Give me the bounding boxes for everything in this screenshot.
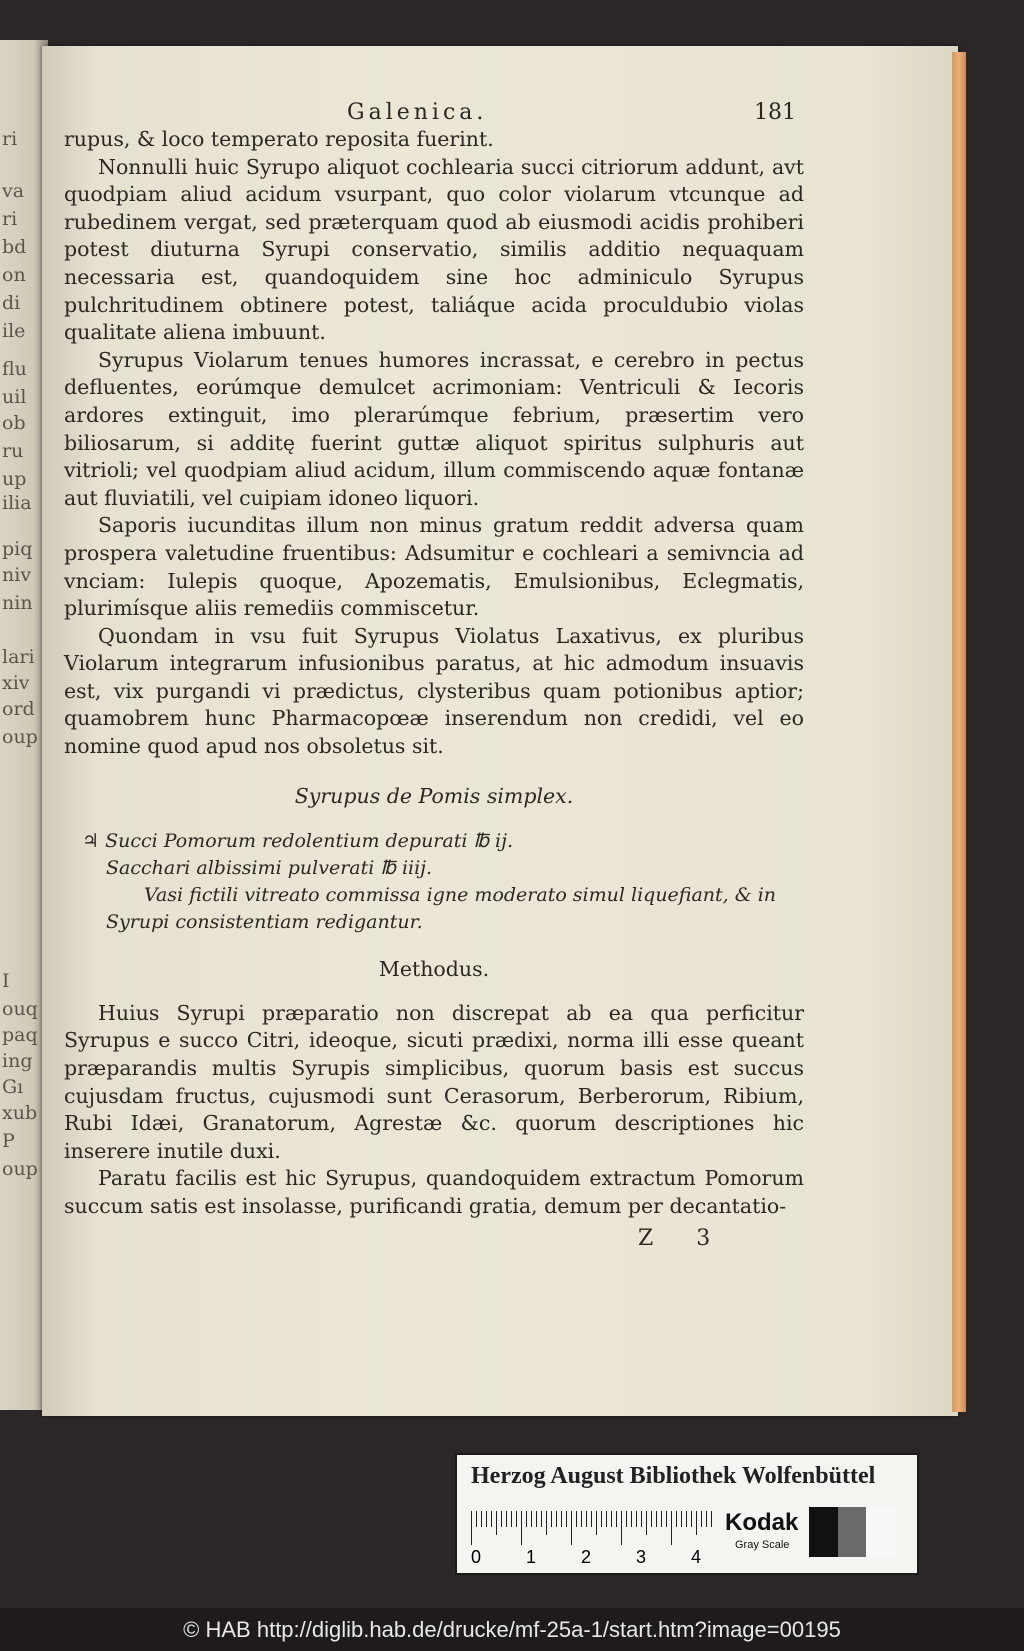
page-edge <box>952 52 966 1412</box>
ruler-tick <box>516 1511 517 1527</box>
signature-mark: Z 3 <box>638 1226 729 1251</box>
ruler-tick <box>501 1511 502 1527</box>
ruler-tick <box>511 1511 512 1527</box>
facing-page-fragment: oup <box>2 1158 38 1180</box>
ruler-tick <box>531 1511 532 1527</box>
facing-page-fragment: paq <box>2 1024 38 1046</box>
ruler-tick <box>551 1511 552 1527</box>
recipe-line: ♃ Succi Pomorum redolentium depurati ℔ ij. <box>82 830 514 853</box>
ruler-number: 1 <box>526 1547 537 1567</box>
ruler-tick <box>486 1511 487 1527</box>
facing-page-fragment: lari <box>2 646 35 668</box>
facing-page-fragment: ri <box>2 208 18 230</box>
facing-page-fragment: ilia <box>2 492 32 514</box>
ruler-tick <box>616 1511 617 1527</box>
ruler-tick <box>481 1511 482 1527</box>
ruler-tick <box>601 1511 602 1527</box>
paragraph: Huius Syrupi præparatio non discrepat ab ea qua perficitur Syrupus e succo Citri, ideoque, sicuti prædixi, norma illi esse queant præparandis multis Syrupis simplicibus, quorum basis est succus cujusdam fructus, cujusmodi sunt Cerasorum, Berberorum, Ribium, Rubi Idæi, Granatorum, Agrestæ &c. quorum descriptiones hic inserere inutile duxi. <box>64 1000 804 1163</box>
paragraph: Paratu facilis est hic Syrupus, quandoquidem extractum Pomorum succum satis est insolasse, purificandi gratia, demum per decantatio- <box>64 1166 804 1218</box>
ruler-number: 3 <box>636 1547 647 1567</box>
recipe <box>64 828 804 936</box>
facing-page-fragment: piq <box>2 538 33 560</box>
ruler-tick <box>606 1511 607 1527</box>
ruler-tick <box>681 1511 682 1527</box>
ruler-number: 0 <box>471 1547 482 1567</box>
ruler-tick <box>566 1511 567 1527</box>
ruler-tick <box>621 1511 622 1545</box>
swatch <box>809 1507 838 1557</box>
facing-page-fragment: di <box>2 292 21 314</box>
paragraph: rupus, & loco temperato reposita fuerint. <box>64 127 494 151</box>
ruler-tick <box>701 1511 702 1527</box>
ruler-tick <box>661 1511 662 1527</box>
recipe-line: Vasi fictili vitreato commissa igne moderato simul liquefiant, & in <box>144 884 777 907</box>
facing-page-fragment: ouq <box>2 998 38 1020</box>
ruler-tick <box>561 1511 562 1527</box>
facing-page-fragment: xiv <box>2 672 30 694</box>
recipe-line: Sacchari albissimi pulverati ℔ iiij. <box>106 857 433 880</box>
paragraph: Nonnulli huic Syrupo aliquot cochlearia succi citriorum addunt, avt quodpiam aliud acidum vsurpant, quo color violarum vtcunque ad rubedinem vergat, sed præterquam quod ab eiusmodi acidis prohiberi potest diuturna Syrupi conservatio, similis additio nequaquam necessaria est, quandoquidem sine hoc adminiculo Syrupus pulchritudinem obtinere potest, taliáque acida proculdubio violas qualitate aliena imbuunt. <box>64 154 804 345</box>
ruler-tick <box>571 1511 572 1545</box>
swatch <box>866 1507 895 1557</box>
library-name: Herzog August Bibliothek Wolfenbüttel <box>471 1463 876 1489</box>
ruler-tick <box>541 1511 542 1527</box>
facing-page-fragment: ing <box>2 1050 33 1072</box>
section-heading: Methodus. <box>378 957 490 982</box>
kodak-logo: Kodak <box>725 1509 799 1536</box>
ruler-tick <box>591 1511 592 1527</box>
paragraph: Saporis iucunditas illum non minus gratum reddit adversa quam prospera valetudine fruentibus: Adsumitur e cochleari a semivncia ad vnciam: Iulepis quoque, Apozematis, Emulsionibus, Eclegmatis, plurimísque aliis remediis commiscetur. <box>64 513 804 621</box>
ruler <box>471 1511 711 1545</box>
ruler-tick <box>471 1511 472 1545</box>
ruler-tick <box>556 1511 557 1527</box>
ruler-tick <box>671 1511 672 1545</box>
facing-page-fragment: niv <box>2 564 32 586</box>
ruler-tick <box>646 1511 647 1535</box>
ruler-tick <box>686 1511 687 1527</box>
ruler-tick <box>506 1511 507 1527</box>
facing-page-fragment: ob <box>2 412 26 434</box>
ruler-tick <box>651 1511 652 1527</box>
ruler-tick <box>576 1511 577 1527</box>
gray-swatches <box>809 1507 895 1557</box>
ruler-tick <box>631 1511 632 1527</box>
ruler-tick <box>696 1511 697 1535</box>
facing-page-fragment: I <box>2 970 10 992</box>
ruler-tick <box>626 1511 627 1527</box>
copyright-footer: © HAB http://diglib.hab.de/drucke/mf-25a-1/start.htm?image=00195 <box>0 1608 1024 1651</box>
facing-page-fragment: P <box>2 1130 15 1152</box>
ruler-number: 4 <box>691 1547 702 1567</box>
ruler-tick <box>586 1511 587 1527</box>
paragraph: Quondam in vsu fuit Syrupus Violatus Laxativus, ex pluribus Violarum integrarum infusionibus paratus, at hic admodum insuavis est, vix purgandi vi prædictus, clysteribus quam potionibus aptior; quamobrem hunc Pharmacopœæ inserendum non credidi, vel eo nomine quod apud nos obsoletus sit. <box>64 623 804 759</box>
ruler-tick <box>641 1511 642 1527</box>
ruler-tick <box>676 1511 677 1527</box>
ruler-tick <box>581 1511 582 1527</box>
ruler-tick <box>666 1511 667 1527</box>
ruler-tick <box>476 1511 477 1527</box>
ruler-tick <box>491 1511 492 1527</box>
ruler-tick <box>691 1511 692 1527</box>
ruler-number: 2 <box>581 1547 592 1567</box>
paragraph: Syrupus Violarum tenues humores incrassat, e cerebro in pectus defluentes, eorúmque demulcet acrimoniam: Ventriculi & Iecoris ardores extinguit, imo plerarúmque febrium, præsertim vero biliosarum, si additę fuerint guttæ aliquot spiritus sulphuris aut vitrioli; vel quodpiam aliud acidum, illum commiscendo aquæ fontanæ aut fluviatili, vel cuipiam idoneo liquori. <box>64 347 804 510</box>
facing-page-edge <box>0 40 48 1410</box>
facing-page-fragment: Gı <box>2 1076 24 1098</box>
ruler-tick <box>711 1511 712 1527</box>
ruler-tick <box>546 1511 547 1535</box>
facing-page-fragment: va <box>2 180 25 202</box>
facing-page-fragment: up <box>2 468 27 490</box>
ruler-tick <box>536 1511 537 1527</box>
ruler-tick <box>656 1511 657 1527</box>
ruler-tick <box>521 1511 522 1545</box>
facing-page-fragment: ile <box>2 320 26 342</box>
facing-page-fragment: uil <box>2 386 27 408</box>
facing-page-fragment: nin <box>2 592 33 614</box>
ruler-tick <box>611 1511 612 1527</box>
facing-page-fragment: on <box>2 264 26 286</box>
page-number: 181 <box>754 100 796 125</box>
facing-page-fragment: bd <box>2 236 27 258</box>
facing-page-fragment: ord <box>2 698 35 720</box>
facing-page-fragment: ru <box>2 440 24 462</box>
facing-page-fragment: xub <box>2 1102 38 1124</box>
body-text <box>64 126 804 1221</box>
ruler-tick <box>526 1511 527 1527</box>
ruler-tick <box>706 1511 707 1527</box>
book-page <box>42 46 958 1416</box>
gray-scale-label: Gray Scale <box>735 1539 790 1551</box>
section-heading: Syrupus de Pomis simplex. <box>294 783 574 808</box>
ruler-tick <box>636 1511 637 1527</box>
facing-page-fragment: flu <box>2 358 27 380</box>
swatch <box>838 1507 867 1557</box>
recipe-line: Syrupi consistentiam redigantur. <box>106 911 423 934</box>
facing-page-fragment: oup <box>2 726 38 748</box>
running-title: Galenica. <box>347 100 488 125</box>
facing-page-fragment: ri <box>2 128 18 150</box>
color-bar-target <box>455 1453 919 1575</box>
ruler-tick <box>496 1511 497 1535</box>
ruler-tick <box>596 1511 597 1535</box>
